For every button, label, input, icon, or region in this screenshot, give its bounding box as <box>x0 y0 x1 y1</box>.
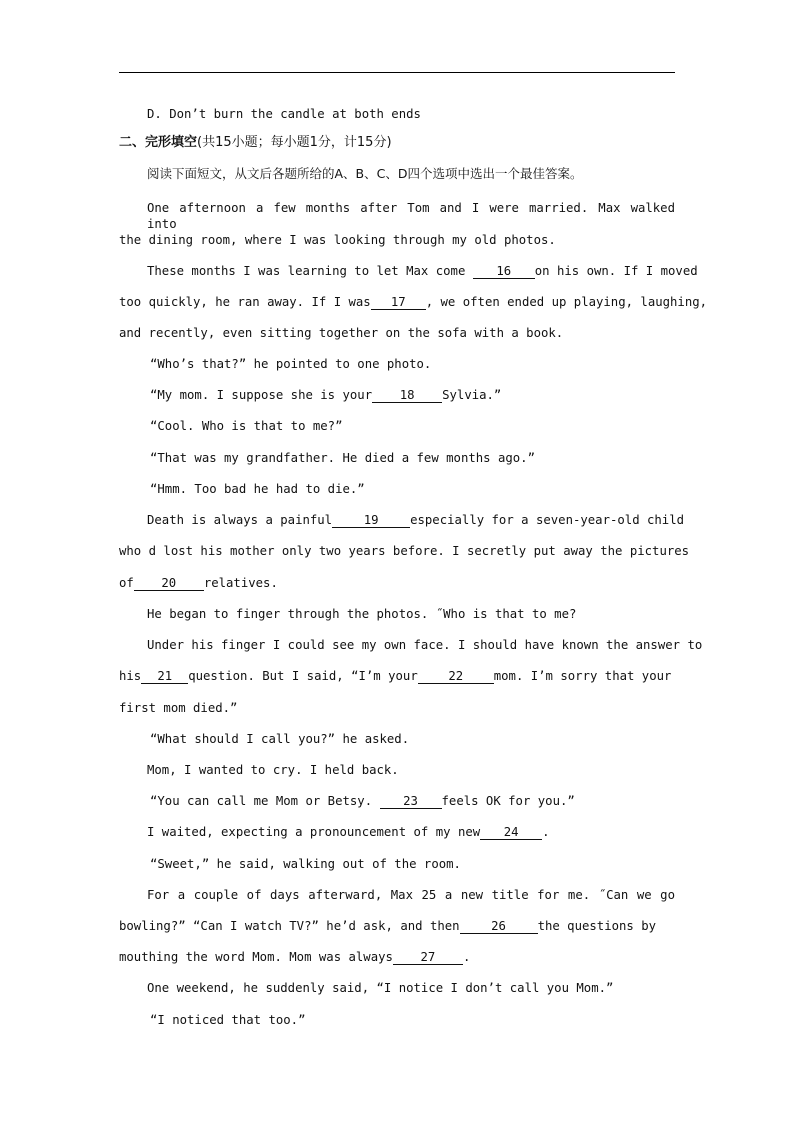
passage-text: mouthing the word Mom. Mom was always <box>119 950 393 964</box>
passage-text: on his own. If I moved <box>534 264 698 278</box>
passage-text: feels OK for you.” <box>441 794 575 808</box>
blank-17: 17 <box>371 296 426 310</box>
section-heading <box>119 135 392 151</box>
dialogue-line: “I noticed that too.” <box>150 1013 306 1027</box>
passage-text: too quickly, he ran away. If I was <box>119 295 371 309</box>
passage-line <box>119 294 707 310</box>
blank-23: 23 <box>380 795 442 809</box>
dialogue-line <box>150 793 575 809</box>
passage-line <box>147 200 675 232</box>
blank-18: 18 <box>372 389 442 403</box>
passage-line: He began to finger through the photos. ˝Who is that to me? <box>147 607 577 621</box>
dialogue-line: “That was my grandfather. He died a few months ago.” <box>150 451 535 465</box>
passage-text: . <box>542 825 550 839</box>
passage-line <box>147 824 550 840</box>
passage-line: Under his finger I could see my own face. I should have known the answer to <box>147 638 703 652</box>
dialogue-line: “Hmm. Too bad he had to die.” <box>150 482 365 496</box>
passage-line: first mom died.” <box>119 701 238 715</box>
passage-line: Mom, I wanted to cry. I held back. <box>147 763 399 777</box>
passage-line <box>119 918 656 934</box>
passage-text: These months I was learning to let Max come <box>147 264 473 278</box>
passage-text: Death is always a painful <box>147 513 333 527</box>
passage-line <box>147 512 684 528</box>
blank-24: 24 <box>480 826 542 840</box>
blank-21: 21 <box>141 670 188 684</box>
passage-text: . <box>462 950 471 964</box>
header-rule <box>119 72 675 73</box>
passage-text: bowling?” “Can I watch TV?” he’d ask, and then <box>119 919 460 933</box>
passage-text: I waited, expecting a pronouncement of my new <box>147 825 481 839</box>
blank-20: 20 <box>134 577 204 591</box>
passage-line <box>147 263 698 279</box>
dialogue-line: “Cool. Who is that to me?” <box>150 419 343 433</box>
dialogue-line: “Who’s that?” he pointed to one photo. <box>150 357 432 371</box>
passage-text: of <box>119 576 134 590</box>
blank-19: 19 <box>332 514 410 528</box>
passage-text: “My mom. I suppose she is your <box>150 388 373 402</box>
passage-text: relatives. <box>203 576 278 590</box>
passage-text: Sylvia.” <box>442 388 502 402</box>
passage-text: One afternoon a few months after Tom and I were married. Max walked into <box>147 201 675 231</box>
blank-16: 16 <box>473 265 535 279</box>
answer-option-d: D. Don’t burn the candle at both ends <box>147 107 421 121</box>
passage-text: mom. I’m sorry that your <box>493 669 672 683</box>
passage-text: For a couple of days afterward, Max 25 a new title for me. ˝Can we go <box>147 888 675 902</box>
blank-27: 27 <box>393 951 463 965</box>
passage-text: his <box>119 669 142 683</box>
blank-22: 22 <box>418 670 494 684</box>
section-title: 二、完形填空 <box>119 135 198 150</box>
passage-line: One weekend, he suddenly said, “I notice I don’t call you Mom.” <box>147 981 614 995</box>
passage-line <box>119 668 671 684</box>
section-note: (共15小题；每小题1分，计15分) <box>197 135 392 150</box>
passage-text: “You can call me Mom or Betsy. <box>150 794 380 808</box>
dialogue-line <box>150 387 501 403</box>
passage-line: the dining room, where I was looking through my old photos. <box>119 233 556 247</box>
passage-text: especially for a seven-year-old child <box>410 513 685 527</box>
blank-26: 26 <box>460 920 538 934</box>
passage-text: question. But I said, “I’m your <box>188 669 418 683</box>
passage-line <box>147 887 675 903</box>
passage-text: the questions by <box>537 919 657 933</box>
section-instruction: 阅读下面短文，从文后各题所给的A、B、C、D四个选项中选出一个最佳答案。 <box>147 166 583 181</box>
dialogue-line: “What should I call you?” he asked. <box>150 732 410 746</box>
passage-line <box>119 575 278 591</box>
passage-text: , we often ended up playing, laughing, <box>425 295 708 309</box>
passage-line <box>119 949 470 965</box>
passage-line: and recently, even sitting together on the sofa with a book. <box>119 326 564 340</box>
passage-line: who d lost his mother only two years before. I secretly put away the pictures <box>119 544 690 558</box>
dialogue-line: “Sweet,” he said, walking out of the room. <box>150 857 461 871</box>
